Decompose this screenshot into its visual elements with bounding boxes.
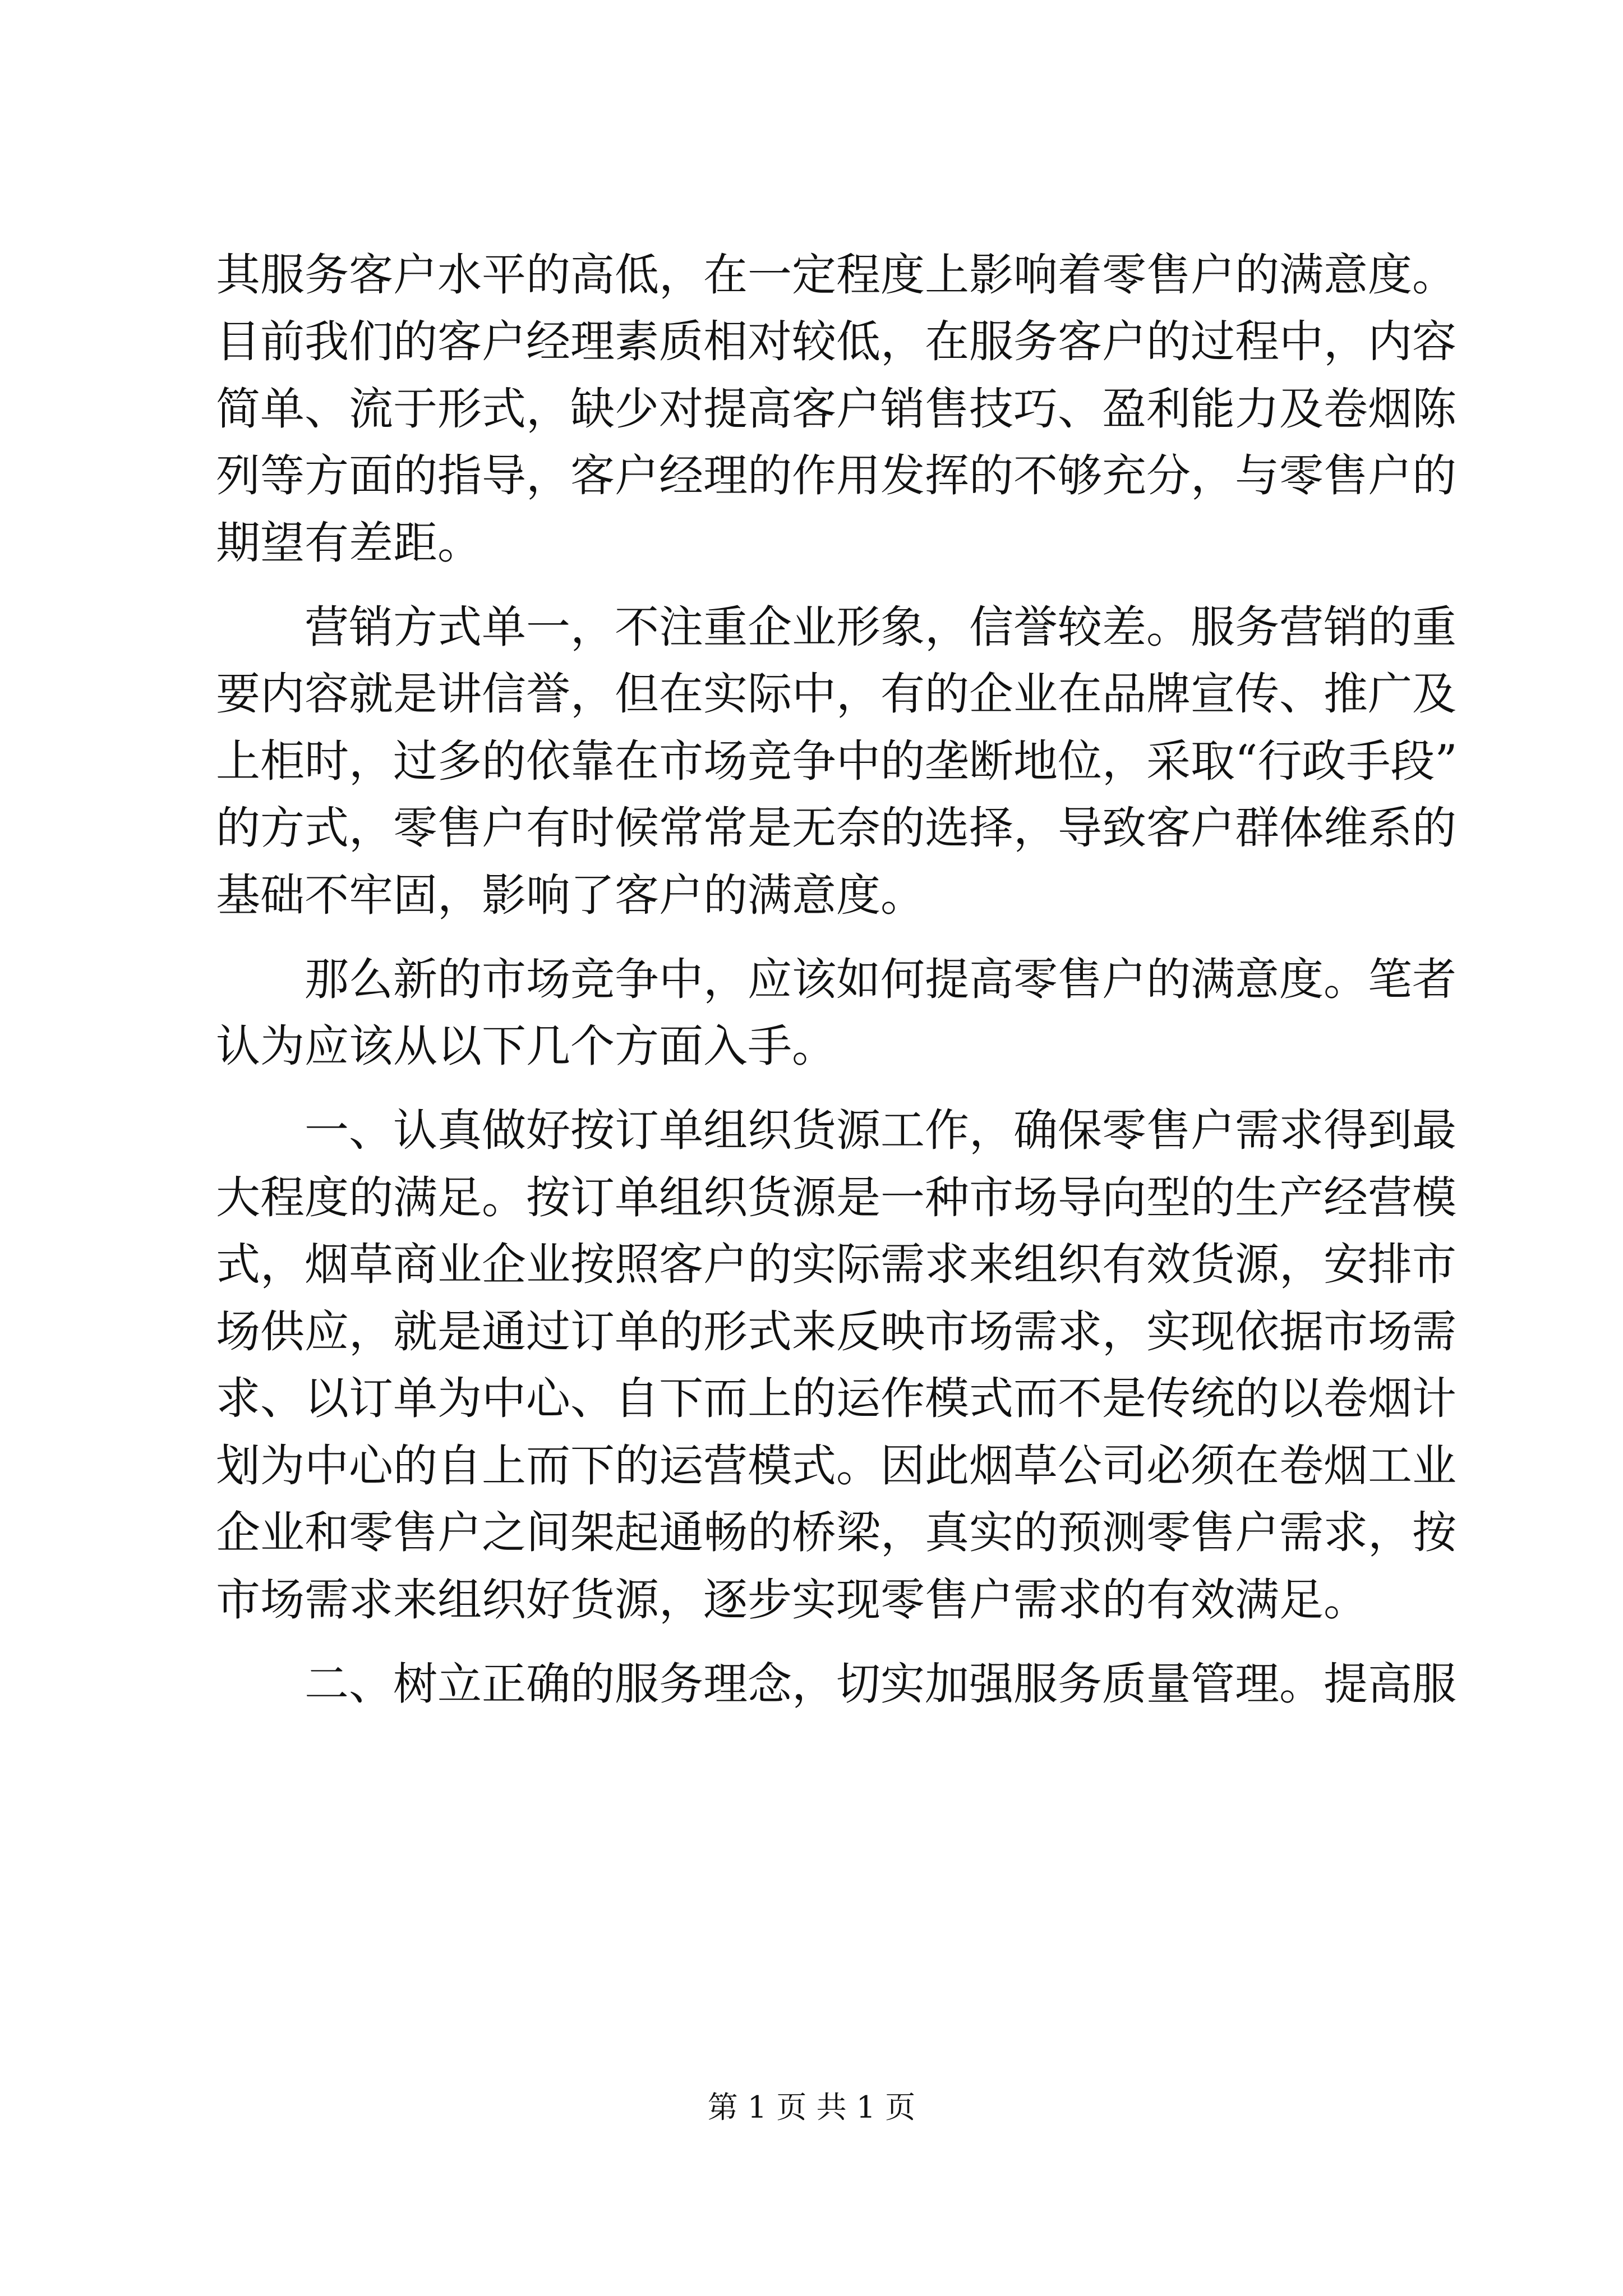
text-line-17: 求、以订单为中心、自下而上的运作模式而不是传统的以卷烟计: [216, 1373, 1456, 1424]
text-line-6: 营销方式单一，不注重企业形象，信誉较差。服务营销的重: [305, 601, 1456, 653]
page-footer: [0, 2088, 1623, 2127]
text-line-7: 要内容就是讲信誉，但在实际中，有的企业在品牌宣传、推广及: [216, 668, 1456, 720]
text-line-18: 划为中心的自上而下的运营模式。因此烟草公司必须在卷烟工业: [216, 1440, 1456, 1492]
text-line-3: 简单、流于形式，缺少对提高客户销售技巧、盈利能力及卷烟陈: [216, 383, 1456, 435]
text-line-15: 式，烟草商业企业按照客户的实际需求来组织有效货源，安排市: [216, 1239, 1456, 1290]
text-line-1: 其服务客户水平的高低，在一定程度上影响着零售户的满意度。: [216, 249, 1456, 301]
text-line-13: 一、认真做好按订单组织货源工作，确保零售户需求得到最: [305, 1105, 1456, 1156]
text-line-2: 目前我们的客户经理素质相对较低，在服务客户的过程中，内容: [216, 316, 1456, 367]
text-line-11: 那么新的市场竞争中，应该如何提高零售户的满意度。笔者: [305, 954, 1456, 1005]
text-line-12: 认为应该从以下几个方面入手。: [216, 1020, 836, 1072]
text-line-8: 上柜时，过多的依靠在市场竞争中的垄断地位，采取“行政手段”: [216, 735, 1458, 787]
text-line-10: 基础不牢固，影响了客户的满意度。: [216, 869, 925, 921]
text-line-16: 场供应，就是通过订单的形式来反映市场需求，实现依据市场需: [216, 1306, 1456, 1358]
text-line-5: 期望有差距。: [216, 517, 482, 569]
text-line-20: 市场需求来组织好货源，逐步实现零售户需求的有效满足。: [216, 1574, 1368, 1626]
text-line-21: 二、树立正确的服务理念，切实加强服务质量管理。提高服: [305, 1658, 1456, 1710]
text-line-4: 列等方面的指导，客户经理的作用发挥的不够充分，与零售户的: [216, 450, 1456, 501]
text-line-19: 企业和零售户之间架起通畅的桥梁，真实的预测零售户需求，按: [216, 1507, 1456, 1558]
text-line-9: 的方式，零售户有时候常常是无奈的选择，导致客户群体维系的: [216, 802, 1456, 854]
text-line-14: 大程度的满足。按订单组织货源是一种市场导向型的生产经营模: [216, 1172, 1456, 1223]
page-number-label: 第 1 页 共 1 页: [707, 2090, 916, 2125]
